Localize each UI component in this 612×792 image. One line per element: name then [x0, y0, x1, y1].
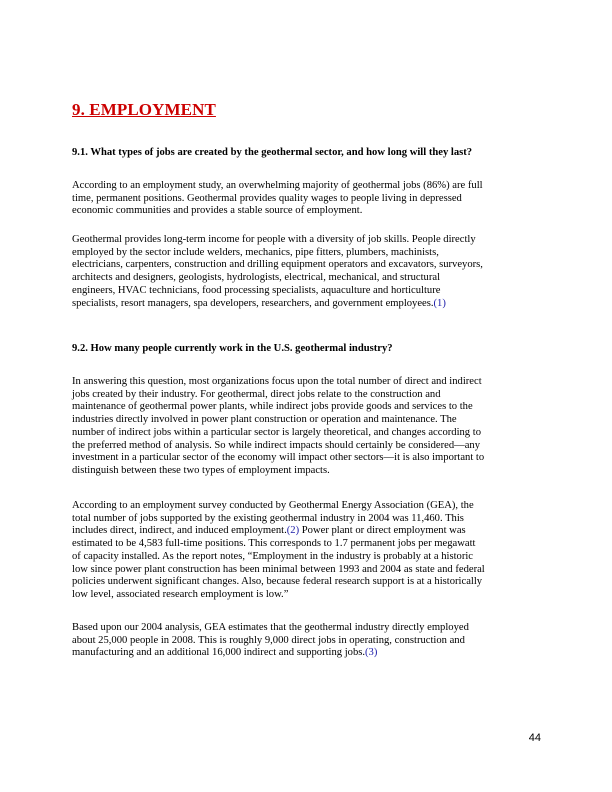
text-line: about 25,000 people in 2008. This is roughly 9,000 direct jobs in operating, construction and [72, 634, 465, 646]
text-line: low level, associated research employment is low.” [72, 588, 289, 600]
paragraph-5 [72, 622, 542, 660]
text-line: number of indirect jobs within a particular sector is largely theoretical, and changes according to [72, 426, 481, 438]
footnote-ref-1[interactable]: (1) [433, 297, 446, 309]
paragraph-3 [72, 376, 542, 478]
text-line: estimated to be 4,583 full-time positions. This corresponds to 1.7 permanent jobs per megawatt [72, 538, 476, 550]
text-line: the preferred method of analysis. So while indirect impacts should certainly be considered—any [72, 439, 481, 451]
text-line: employed by the sector include welders, mechanics, pipe fitters, plumbers, machinists, [72, 246, 439, 258]
text-line: low since power plant construction has been minimal between 1993 and 2004 as state and federal [72, 563, 485, 575]
text-line: industries directly involved in power plant construction or operation and maintenance. The [72, 414, 457, 426]
text-line: architects and designers, geologists, hydrologists, electrical, mechanical, and structural [72, 272, 441, 284]
question-9-2: 9.2. How many people currently work in the U.S. geothermal industry? [72, 343, 393, 354]
text-line: engineers, HVAC technicians, food processing specialists, aquaculture and horticulture [72, 284, 441, 296]
text-line-part: manufacturing and an additional 16,000 indirect and supporting jobs. [72, 647, 366, 659]
text-line: Based upon our 2004 analysis, GEA estimates that the geothermal industry directly employed [72, 622, 469, 633]
footnote-ref-2[interactable]: (2) [286, 525, 300, 537]
paragraph-4 [72, 500, 542, 602]
text-line: maintenance of geothermal power plants, while indirect jobs provide goods and services to the [72, 401, 473, 413]
text-line: In answering this question, most organizations focus upon the total number of direct and indirect [72, 376, 482, 387]
section-heading: 9. EMPLOYMENT [72, 100, 216, 119]
question-9-1: 9.1. What types of jobs are created by the geothermal sector, and how long will they last? [72, 147, 473, 158]
text-line [72, 647, 542, 660]
page-number: 44 [528, 732, 541, 744]
text-line: investment in a particular sector of the economy will impact other sectors—it is also important to [72, 452, 485, 464]
text-line: According to an employment survey conducted by Geothermal Energy Association (GEA), the [72, 500, 474, 511]
text-line: jobs created by their industry. For geothermal, direct jobs relate to the construction and [72, 388, 441, 400]
text-line: According to an employment study, an overwhelming majority of geothermal jobs (86%) are full [72, 180, 483, 191]
text-line: economic communities and provides a stable source of employment. [72, 205, 363, 217]
text-line-part: Power plant or direct employment was [299, 525, 466, 537]
text-line: of capacity installed. As the report notes, “Employment in the industry is probably at a historic [72, 550, 473, 562]
text-line: distinguish between these two types of employment impacts. [72, 464, 330, 476]
paragraph-1 [72, 180, 542, 218]
text-line: total number of jobs supported by the existing geothermal industry in 2004 was 11,460. This [72, 512, 464, 524]
paragraph-2 [72, 234, 542, 310]
footnote-ref-3[interactable]: (3) [365, 647, 378, 659]
text-line: Geothermal provides long-term income for people with a diversity of job skills. People directly [72, 234, 476, 245]
text-line [72, 525, 542, 538]
text-line: time, permanent positions. Geothermal provides quality wages to people living in depressed [72, 192, 462, 204]
text-line-part: specialists, resort managers, spa developers, researchers, and government employees. [72, 297, 434, 309]
text-line-part: includes direct, indirect, and induced employment. [72, 525, 287, 537]
text-line: policies underwent significant changes. Also, because federal research support is at a historically [72, 576, 483, 588]
text-line [72, 298, 542, 311]
text-line: electricians, carpenters, construction and drilling equipment operators and excavators, surveyors, [72, 259, 483, 271]
